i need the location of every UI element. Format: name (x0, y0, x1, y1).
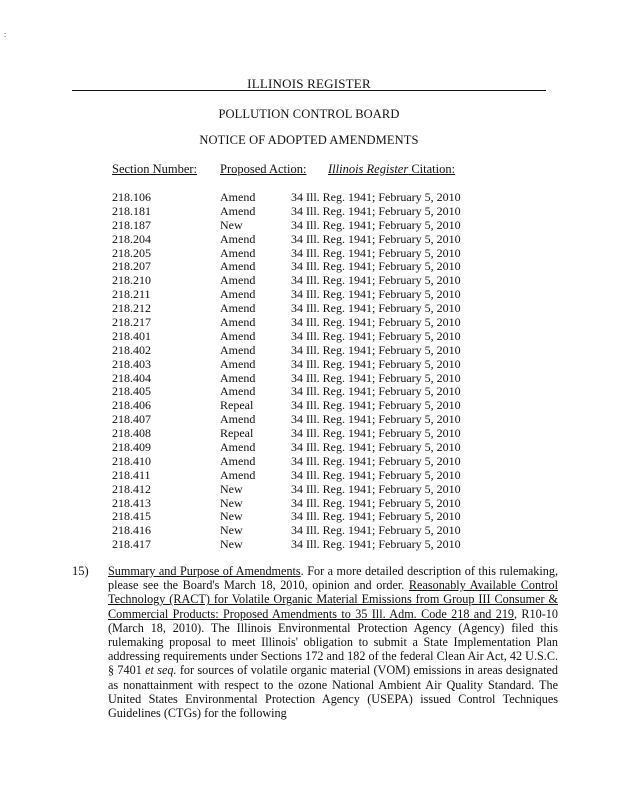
section-number-cell: 218.210 (112, 273, 151, 288)
table-row (0, 218, 618, 232)
section-number-cell: 218.411 (112, 467, 151, 482)
table-row (0, 343, 618, 357)
section-number-cell: 218.401 (112, 328, 151, 343)
action-cell: Amend (220, 245, 256, 260)
register-header: ILLINOIS REGISTER (247, 76, 371, 91)
table-row (0, 301, 618, 315)
table-row (0, 468, 618, 482)
table-row (0, 426, 618, 440)
table-row (0, 523, 618, 537)
citation-cell: 34 Ill. Reg. 1941; February 5, 2010 (291, 356, 461, 371)
et-seq: et seq. (145, 663, 177, 678)
action-cell: Amend (220, 412, 256, 427)
table-row (0, 273, 618, 287)
action-cell: New (220, 495, 243, 510)
table-row (0, 384, 618, 398)
table-row (0, 259, 618, 273)
table-row (0, 398, 618, 412)
citation-cell: 34 Ill. Reg. 1941; February 5, 2010 (291, 217, 461, 232)
citation-header-rest: Citation: (408, 162, 456, 176)
case-title: Reasonably Available Control Technology (RACT) for Volatile Organic Material Emissions from Group III Consumer & Commercial Products: Proposed Amendments to 35 Ill. Adm. Code 218 and 219 (108, 578, 559, 621)
action-cell: New (220, 509, 243, 524)
citation-cell: 34 Ill. Reg. 1941; February 5, 2010 (291, 190, 461, 204)
action-cell: New (220, 481, 243, 496)
citation-cell: 34 Ill. Reg. 1941; February 5, 2010 (291, 453, 461, 468)
section-number-cell: 218.408 (112, 426, 151, 441)
header-rule (72, 90, 546, 91)
citation-cell: 34 Ill. Reg. 1941; February 5, 2010 (291, 467, 461, 482)
section-number-cell: 218.204 (112, 231, 151, 246)
paragraph-body (108, 564, 558, 720)
section-number-cell: 218.217 (112, 315, 151, 330)
table-row (0, 329, 618, 343)
table-row (0, 246, 618, 260)
citation-cell: 34 Ill. Reg. 1941; February 5, 2010 (291, 412, 461, 427)
table-row (0, 440, 618, 454)
citation-cell: 34 Ill. Reg. 1941; February 5, 2010 (291, 495, 461, 510)
citation-header (328, 162, 455, 177)
section-number-cell: 218.207 (112, 259, 151, 274)
section-number-cell: 218.416 (112, 523, 151, 538)
table-row (0, 357, 618, 371)
action-cell: Amend (220, 301, 256, 316)
action-cell: New (220, 523, 243, 538)
action-cell: New (220, 217, 243, 232)
proposed-action-header: Proposed Action: (220, 162, 307, 176)
citation-cell: 34 Ill. Reg. 1941; February 5, 2010 (291, 384, 461, 399)
table-row (0, 204, 618, 218)
section-number-cell: 218.413 (112, 495, 151, 510)
section-number-cell: 218.405 (112, 384, 151, 399)
action-cell: Amend (220, 231, 256, 246)
action-cell: Amend (220, 370, 256, 385)
table-row (0, 287, 618, 301)
section-number-cell: 218.181 (112, 203, 151, 218)
citation-cell: 34 Ill. Reg. 1941; February 5, 2010 (291, 203, 461, 218)
table-row (0, 496, 618, 510)
action-cell: Amend (220, 273, 256, 288)
amendments-table (0, 190, 618, 551)
citation-cell: 34 Ill. Reg. 1941; February 5, 2010 (291, 440, 461, 455)
citation-cell: 34 Ill. Reg. 1941; February 5, 2010 (291, 287, 461, 302)
action-cell: Amend (220, 453, 256, 468)
citation-cell: 34 Ill. Reg. 1941; February 5, 2010 (291, 328, 461, 343)
citation-cell: 34 Ill. Reg. 1941; February 5, 2010 (291, 231, 461, 246)
citation-cell: 34 Ill. Reg. 1941; February 5, 2010 (291, 398, 461, 413)
citation-cell: 34 Ill. Reg. 1941; February 5, 2010 (291, 481, 461, 496)
citation-cell: 34 Ill. Reg. 1941; February 5, 2010 (291, 537, 461, 552)
citation-cell: 34 Ill. Reg. 1941; February 5, 2010 (291, 315, 461, 330)
action-cell: Amend (220, 467, 256, 482)
action-cell: Amend (220, 440, 256, 455)
citation-cell: 34 Ill. Reg. 1941; February 5, 2010 (291, 509, 461, 524)
section-number-cell: 218.412 (112, 481, 151, 496)
paragraph-heading: Summary and Purpose of Amendments (108, 564, 301, 578)
citation-cell: 34 Ill. Reg. 1941; February 5, 2010 (291, 426, 461, 441)
table-row (0, 537, 618, 551)
section-number-cell: 218.407 (112, 412, 151, 427)
table-row (0, 454, 618, 468)
stray-mark: : (4, 30, 7, 39)
section-number-cell: 218.406 (112, 398, 151, 413)
action-cell: Amend (220, 356, 256, 371)
action-cell: Amend (220, 190, 256, 204)
table-row (0, 412, 618, 426)
table-row (0, 315, 618, 329)
section-number-cell: 218.211 (112, 287, 151, 302)
section-number-cell: 218.212 (112, 301, 151, 316)
action-cell: Repeal (220, 398, 254, 413)
table-row (0, 482, 618, 496)
section-number-cell: 218.403 (112, 356, 151, 371)
paragraph-text-2: , R10-10 (March 18, 2010). The Illinois Environmental Protection Agency (Agency) filed this rulemaking proposal to meet Illinois' obligation to submit a State Implementation Plan addressing requirements under Sections 172 and 182 of the federal Clean Air Act, 42 U.S.C. § 7401 (108, 606, 558, 678)
action-cell: Amend (220, 203, 256, 218)
action-cell: Repeal (220, 426, 254, 441)
paragraph-text-3: for sources of volatile organic material (VOM) emissions in areas designated as nonattainment with respect to the ozone National Ambient Air Quality Standard. The United States Environmental Protection Agency (USEPA) issued Control Techniques Guidelines (CTGs) for the following (108, 663, 559, 721)
section-number-cell: 218.409 (112, 440, 151, 455)
action-cell: Amend (220, 328, 256, 343)
notice-title: NOTICE OF ADOPTED AMENDMENTS (199, 133, 419, 147)
citation-cell: 34 Ill. Reg. 1941; February 5, 2010 (291, 523, 461, 538)
section-number-cell: 218.404 (112, 370, 151, 385)
paragraph-number: 15) (72, 564, 89, 578)
section-number-header: Section Number: (112, 162, 198, 176)
citation-cell: 34 Ill. Reg. 1941; February 5, 2010 (291, 301, 461, 316)
paragraph-text-1: . For a more detailed description of this rulemaking, please see the Board's March 18, 2010, opinion and order. (108, 564, 559, 593)
section-number-cell: 218.417 (112, 537, 151, 552)
citation-header-italic: Illinois Register (328, 162, 409, 176)
action-cell: Amend (220, 315, 256, 330)
action-cell: Amend (220, 287, 256, 302)
table-row (0, 232, 618, 246)
section-number-cell: 218.205 (112, 245, 151, 260)
table-row (0, 371, 618, 385)
citation-cell: 34 Ill. Reg. 1941; February 5, 2010 (291, 370, 461, 385)
section-number-cell: 218.410 (112, 453, 151, 468)
section-number-cell: 218.187 (112, 217, 151, 232)
citation-cell: 34 Ill. Reg. 1941; February 5, 2010 (291, 259, 461, 274)
citation-cell: 34 Ill. Reg. 1941; February 5, 2010 (291, 342, 461, 357)
action-cell: Amend (220, 384, 256, 399)
action-cell: New (220, 537, 243, 552)
action-cell: Amend (220, 259, 256, 274)
section-number-cell: 218.415 (112, 509, 151, 524)
section-number-cell: 218.402 (112, 342, 151, 357)
section-number-cell: 218.106 (112, 190, 151, 204)
agency-title: POLLUTION CONTROL BOARD (218, 107, 400, 121)
table-row (0, 190, 618, 204)
action-cell: Amend (220, 342, 256, 357)
table-row (0, 509, 618, 523)
citation-cell: 34 Ill. Reg. 1941; February 5, 2010 (291, 273, 461, 288)
citation-cell: 34 Ill. Reg. 1941; February 5, 2010 (291, 245, 461, 260)
